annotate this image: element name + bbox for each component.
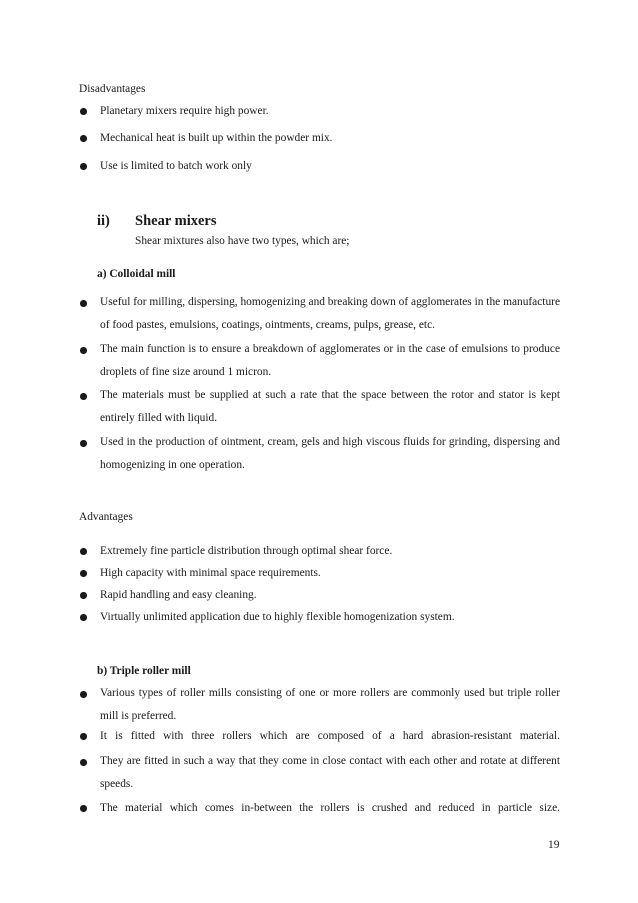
page-number: 19 [548,839,560,851]
advantage-item: High capacity with minimal space requirements. [100,567,321,579]
triple-item: Various types of roller mills consisting of one or more rollers are commonly used but triple roller mill is preferred. [100,687,560,722]
advantage-item: Virtually unlimited application due to highly flexible homogenization system. [100,611,455,623]
colloidal-item: The materials must be supplied at such a rate that the space between the rotor and stator is kept entirely filled with liquid. [100,389,560,424]
colloidal-item: Used in the production of ointment, cream, gels and high viscous fluids for grinding, dispersing and homogenizing in one operation. [100,436,560,471]
bullet-icon [80,548,87,555]
subsection-heading-colloidal: a) Colloidal mill [97,268,176,280]
bullet-icon [80,440,87,447]
section-title: Shear mixers [135,213,217,229]
triple-item: They are fitted in such a way that they come in close contact with each other and rotate at different speeds. [100,755,560,790]
section-intro: Shear mixtures also have two types, which are; [135,235,350,247]
colloidal-item: The main function is to ensure a breakdown of agglomerates or in the case of emulsions to produce droplets of fine size around 1 micron. [100,343,560,378]
colloidal-item: Useful for milling, dispersing, homogenizing and breaking down of agglomerates in the manufacture of food pastes, emulsions, coatings, ointments, creams, pulps, grease, etc. [100,296,560,331]
triple-item: It is fitted with three rollers which are composed of a hard abrasion-resistant material. [100,730,560,742]
advantages-heading: Advantages [79,511,133,523]
subsection-heading-triple: b) Triple roller mill [97,665,191,677]
section-number: ii) [97,213,110,229]
disadvantage-item: Mechanical heat is built up within the powder mix. [100,132,333,144]
bullet-icon [80,300,87,307]
bullet-icon [80,347,87,354]
bullet-icon [80,592,87,599]
disadvantage-item: Use is limited to batch work only [100,160,252,172]
bullet-icon [80,691,87,698]
triple-item: The material which comes in-between the rollers is crushed and reduced in particle size. [100,802,560,814]
bullet-icon [80,570,87,577]
bullet-icon [80,135,87,142]
bullet-icon [80,759,87,766]
advantage-item: Rapid handling and easy cleaning. [100,589,257,601]
disadvantage-item: Planetary mixers require high power. [100,105,269,117]
bullet-icon [80,393,87,400]
bullet-icon [80,805,87,812]
bullet-icon [80,614,87,621]
advantage-item: Extremely fine particle distribution through optimal shear force. [100,545,393,557]
bullet-icon [80,733,87,740]
bullet-icon [80,108,87,115]
disadvantages-heading: Disadvantages [79,83,146,95]
bullet-icon [80,163,87,170]
